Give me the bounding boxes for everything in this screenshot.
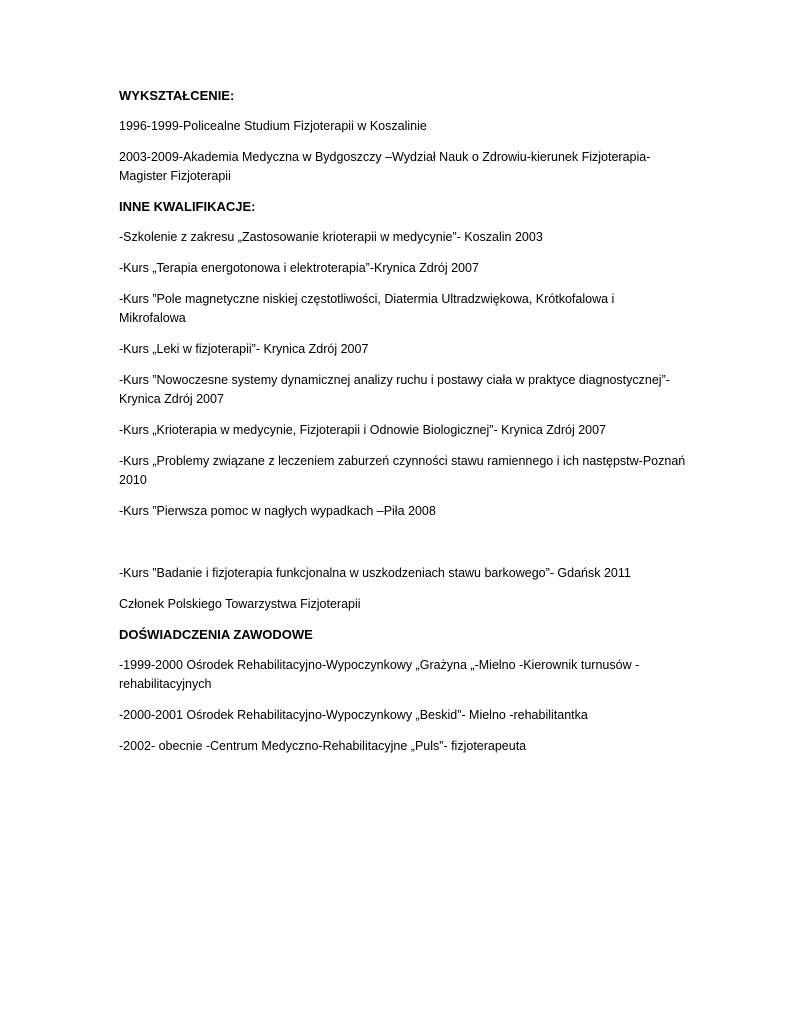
qualification-item [119, 452, 691, 490]
education-item [119, 117, 691, 136]
text-line: -Kurs ”Badanie i fizjoterapia funkcjonalna w uszkodzeniach stawu barkowego”- Gdańsk 2011 [119, 566, 631, 580]
text-line: Krynica Zdrój 2007 [119, 392, 224, 406]
education-item [119, 148, 691, 186]
text-line: -Kurs ”Pierwsza pomoc w nagłych wypadkach –Piła 2008 [119, 504, 436, 518]
qualification-item [119, 228, 691, 247]
education-heading: WYKSZTAŁCENIE: [119, 88, 235, 103]
text-line: Członek Polskiego Towarzystwa Fizjoterapii [119, 597, 361, 611]
text-line: -2000-2001 Ośrodek Rehabilitacyjno-Wypoczynkowy „Beskid”- Mielno -rehabilitantka [119, 708, 588, 722]
text-line: rehabilitacyjnych [119, 677, 212, 691]
text-line: -Kurs „Terapia energotonowa i elektroterapia”-Krynica Zdrój 2007 [119, 261, 479, 275]
qualification-item [119, 421, 691, 440]
text-line: -Kurs „Leki w fizjoterapii”- Krynica Zdrój 2007 [119, 342, 369, 356]
qualifications-heading: INNE KWALIFIKACJE: [119, 199, 256, 214]
text-line: -Kurs „Krioterapia w medycynie, Fizjoterapii i Odnowie Biologicznej”- Krynica Zdrój 2007 [119, 423, 606, 437]
text-line: 2010 [119, 473, 147, 487]
text-line: 1996-1999-Policealne Studium Fizjoterapii w Koszalinie [119, 119, 427, 133]
qualification-item [119, 502, 691, 521]
qualification-item [119, 290, 691, 328]
text-line: -Kurs ”Nowoczesne systemy dynamicznej analizy ruchu i postawy ciała w praktyce diagnostycznej”- [119, 373, 670, 387]
experience-item [119, 737, 691, 756]
experience-item [119, 706, 691, 725]
qualification-item [119, 259, 691, 278]
qualification-item [119, 340, 691, 359]
text-line: -Szkolenie z zakresu „Zastosowanie krioterapii w medycynie”- Koszalin 2003 [119, 230, 543, 244]
text-line: Magister Fizjoterapii [119, 169, 231, 183]
qualification-item [119, 564, 691, 583]
qualification-item [119, 371, 691, 409]
membership-item [119, 595, 691, 614]
text-line: 2003-2009-Akademia Medyczna w Bydgoszczy –Wydział Nauk o Zdrowiu-kierunek Fizjoterapia- [119, 150, 651, 164]
experience-heading: DOŚWIADCZENIA ZAWODOWE [119, 627, 313, 642]
blank-gap [119, 533, 691, 564]
text-line: -Kurs ”Pole magnetyczne niskiej częstotliwości, Diatermia Ultradzwiękowa, Krótkofalowa i [119, 292, 615, 306]
experience-item [119, 656, 691, 694]
text-line: -Kurs „Problemy związane z leczeniem zaburzeń czynności stawu ramiennego i ich następstw-Poznań [119, 454, 686, 468]
text-line: -1999-2000 Ośrodek Rehabilitacyjno-Wypoczynkowy „Grażyna „-Mielno -Kierownik turnusów - [119, 658, 640, 672]
text-line: Mikrofalowa [119, 311, 186, 325]
text-line: -2002- obecnie -Centrum Medyczno-Rehabilitacyjne „Puls”- fizjoterapeuta [119, 739, 527, 753]
